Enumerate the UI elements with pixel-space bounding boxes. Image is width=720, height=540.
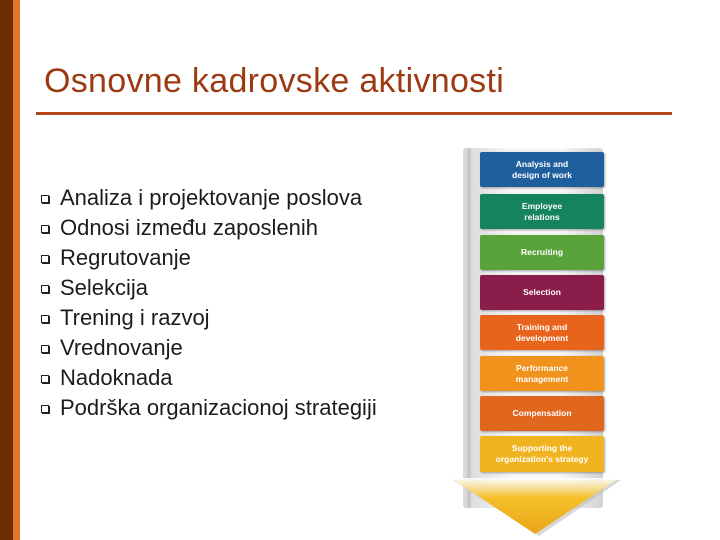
bullet-text: Analiza i projektovanje poslova [60, 185, 363, 210]
step-analysis-design: Analysis and design of work [480, 152, 604, 187]
left-accent-bar-orange [13, 0, 20, 540]
bullet-text: Trening i razvoj [60, 305, 210, 330]
step-compensation: Compensation [480, 396, 604, 431]
step-supporting-strategy: Supporting the organization's strategy [480, 436, 604, 472]
step-recruiting: Recruiting [480, 235, 604, 270]
bullet-item [40, 393, 377, 423]
bullet-text: Vrednovanje [60, 335, 183, 360]
bullet-text: Nadoknada [60, 365, 173, 390]
bullet-item [40, 303, 377, 333]
diagram-edge [467, 148, 471, 508]
bullet-item [40, 183, 377, 213]
square-bullet-icon [41, 315, 49, 323]
step-selection: Selection [480, 275, 604, 310]
step-performance-management: Performance management [480, 356, 604, 391]
title-underline [36, 112, 672, 115]
bullet-list [40, 183, 377, 423]
bullet-item [40, 213, 377, 243]
square-bullet-icon [41, 225, 49, 233]
square-bullet-icon [41, 255, 49, 263]
bullet-text: Podrška organizacionoj strategiji [60, 395, 377, 420]
square-bullet-icon [41, 195, 49, 203]
bullet-item [40, 333, 377, 363]
slide-title: Osnovne kadrovske aktivnosti [44, 62, 505, 100]
step-employee-relations: Employee relations [480, 194, 604, 229]
bullet-text: Regrutovanje [60, 245, 191, 270]
bullet-item [40, 273, 377, 303]
bullet-text: Selekcija [60, 275, 149, 300]
hr-activities-diagram [445, 142, 625, 540]
bullet-text: Odnosi između zaposlenih [60, 215, 319, 240]
step-training-development: Training and development [480, 315, 604, 350]
bullet-item [40, 243, 377, 273]
square-bullet-icon [41, 285, 49, 293]
down-arrow-icon [445, 474, 625, 540]
square-bullet-icon [41, 405, 49, 413]
arrow-shape [451, 478, 619, 534]
left-accent-bar-dark [0, 0, 13, 540]
square-bullet-icon [41, 375, 49, 383]
square-bullet-icon [41, 345, 49, 353]
bullet-item [40, 363, 377, 393]
